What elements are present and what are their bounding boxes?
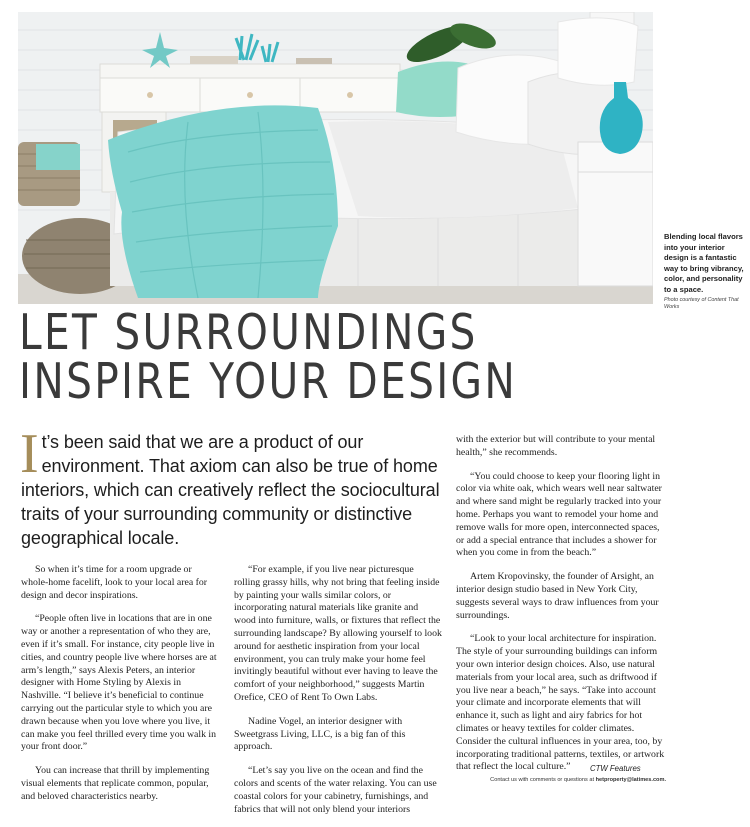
contact-prefix: Contact us with comments or questions at bbox=[490, 777, 596, 783]
bedroom-photo-illustration bbox=[18, 12, 653, 304]
paragraph: with the exterior but will contribute to your mental health,” she recommends. bbox=[456, 434, 656, 458]
body-column-3 bbox=[456, 434, 666, 785]
paragraph: You can increase that thrill by implementing visual elements that replicate common, popular, and beloved characteristics nearby. bbox=[21, 765, 210, 802]
paragraph: “Let’s say you live on the ocean and find the colors and scents of the water relaxing. You can use coastal colors for your cabinetry, furnishings, and fabrics that will not only blend your interiors bbox=[234, 765, 437, 815]
photo-caption bbox=[664, 232, 746, 311]
photo-credit: Photo courtesy of Content That Works bbox=[664, 296, 739, 310]
caption-text: Blending local flavors into your interior design is a fantastic way to bring vibrancy, color, and personality to a space. bbox=[664, 232, 744, 294]
article-credit: CTW Features bbox=[590, 764, 641, 773]
paragraph: Artem Kropovinsky, the founder of Arsight, an interior design studio based in New York City, suggests several ways to draw influences from your surroundings. bbox=[456, 571, 659, 621]
contact-email-link[interactable]: hetproperty@latimes.com. bbox=[595, 777, 666, 783]
paragraph: “People often live in locations that are in one way or another a representation of who they are, even if it’s small. For instance, city people live in cities, and country people live where horses are at arm’s length,” says Alexis Peters, an interior designer with Home Styling by Alexis in Nashville. “I believe it’s beneficial to continue carrying out the particular style to which you are drawn because when you love where you live, it can make you feel thrilled every time you walk in your front door.” bbox=[21, 613, 217, 753]
headline-line-1: LET SURROUNDINGS bbox=[19, 304, 478, 361]
headline-line-2: INSPIRE YOUR DESIGN bbox=[19, 353, 518, 410]
paragraph: “You could choose to keep your flooring light in color via white oak, which wears well near saltwater and where sand might be regularly tracked into your home. Perhaps you want to remodel your home and remove walls for more open, interconnected spaces, or add a special entrance that includes a shower for when you come in from the beach.” bbox=[456, 470, 662, 559]
contact-line bbox=[462, 777, 666, 783]
lede-text: t’s been said that we are a product of our environment. That axiom can also be true of home interiors, which can creatively reflect the sociocultural traits of your surrounding community or distinctive geographical locale. bbox=[21, 432, 440, 548]
paragraph: “For example, if you live near picturesque rolling grassy hills, why not bring that feeling inside by painting your walls similar colors, or incorporating natural materials like granite and wood into furniture, walls, or fixtures that reflect the surrounding landscape? By allowing yourself to look around for aesthetic inspiration from your local environment, you can truly make your home feel invitingly beautiful without ever having to leave the comfort of your neighborhood,” suggests Martin Orefice, CEO of Rent To Own Labs. bbox=[234, 564, 442, 703]
paragraph: Nadine Vogel, an interior designer with Sweetgrass Living, LLC, is a big fan of this approach. bbox=[234, 715, 406, 753]
paragraph: “Look to your local architecture for inspiration. The style of your surrounding buildings can inform your own interior design choices. Also, use natural materials from your local area, such as driftwood if you live near a beach,” he says. “Take into account your climate and incorporate elements that will enhance it, such as light and airy fabrics for hot climates or heavy textiles for colder climates. Consider the cultural influences in your area, too, by incorporating traditional patterns, textiles, or artwork that reflect the local culture.” bbox=[456, 633, 665, 773]
bedroom-photo bbox=[18, 12, 653, 304]
article-lede bbox=[20, 423, 441, 550]
paragraph: So when it’s time for a room upgrade or whole-home facelift, look to your local area for design and decor inspirations. bbox=[21, 564, 208, 601]
body-column-2 bbox=[234, 564, 442, 827]
body-column-1 bbox=[21, 564, 218, 815]
drop-cap: I bbox=[20, 423, 39, 485]
article-headline bbox=[19, 304, 617, 410]
